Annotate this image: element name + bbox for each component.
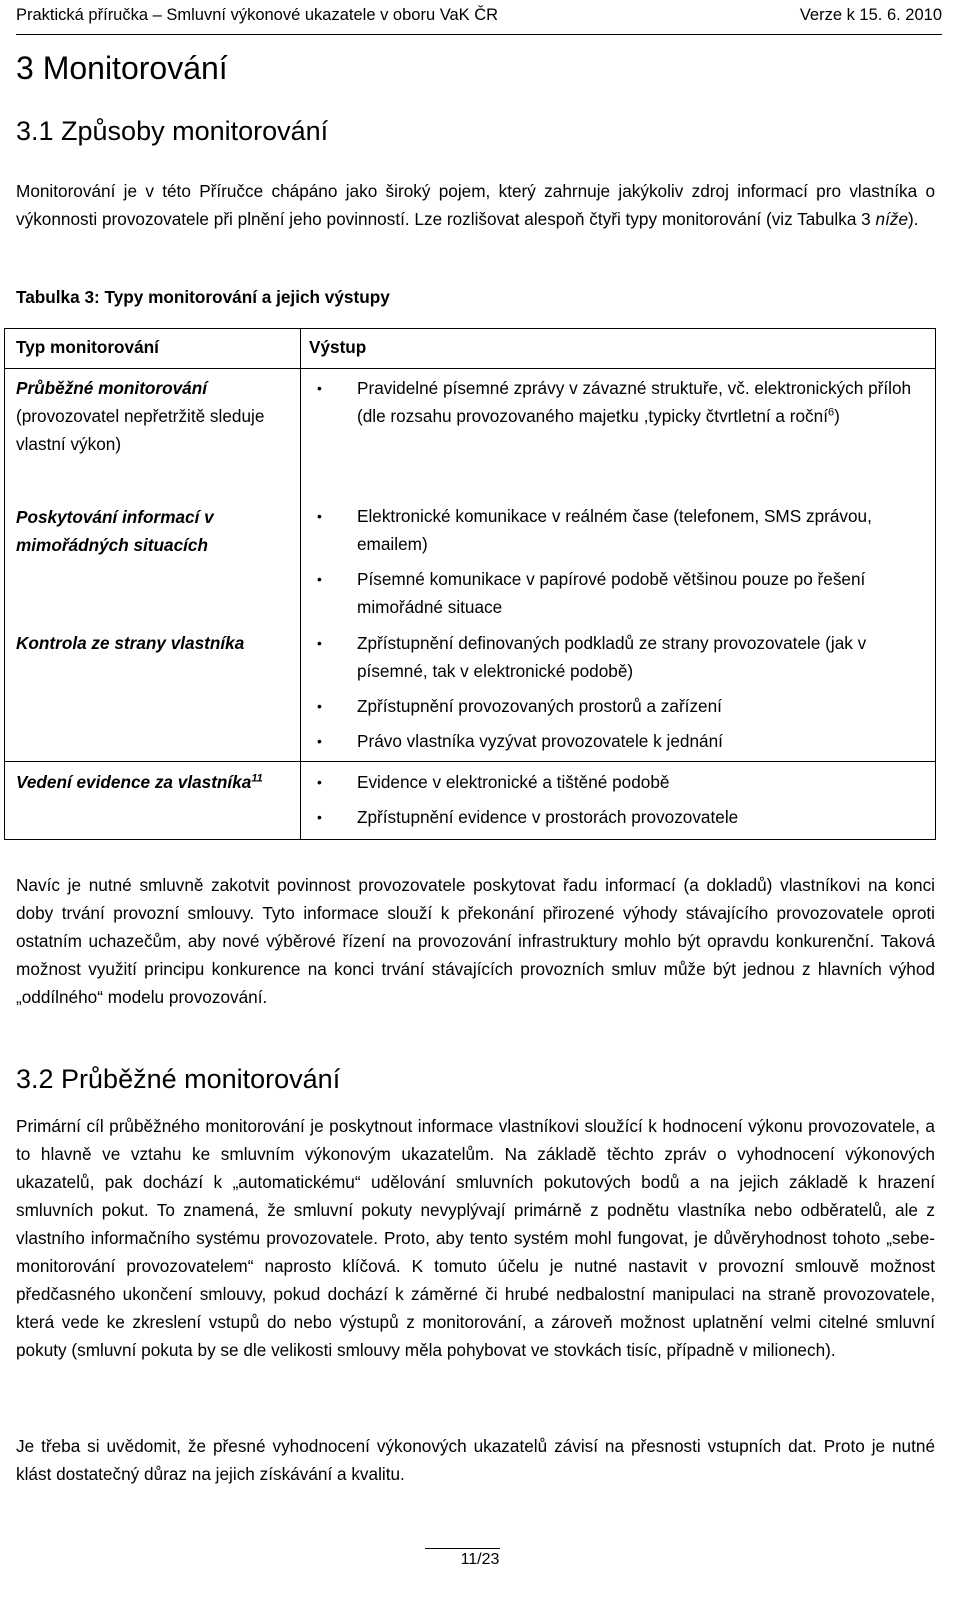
- control-title: Kontrola ze strany vlastníka: [16, 632, 245, 653]
- table-header-output: Výstup: [301, 329, 936, 369]
- header-title: Praktická příručka – Smluvní výkonové ukazatele v oboru VaK ČR: [16, 6, 499, 24]
- table-row-emergency-output: [301, 492, 936, 622]
- list-item: • Právo vlastníka vyzývat provozovatele k jednání: [309, 727, 935, 755]
- chapter-heading: 3 Monitorování: [16, 50, 228, 86]
- list-item: • Elektronické komunikace v reálném čase (telefonem, SMS zprávou, emailem): [309, 502, 935, 558]
- intro-end: ).: [908, 209, 919, 229]
- intro-text: Monitorování je v této Příručce chápáno jako široký pojem, který zahrnuje jakýkoliv zdroj informací pro vlastníka o výkonnosti provozovatele při plnění jeho povinností. Lze rozlišovat alespoň čtyři typy monitorování (viz Tabulka 3: [16, 181, 935, 229]
- section-heading-3-1: 3.1 Způsoby monitorování: [16, 116, 329, 146]
- table-row-records-output: [301, 762, 936, 840]
- ongoing-title: Průběžné monitorování: [16, 378, 207, 398]
- table-caption: Tabulka 3: Typy monitorování a jejich výstupy: [16, 287, 390, 307]
- header-version: Verze k 15. 6. 2010: [799, 6, 942, 24]
- table-header-type: Typ monitorování: [5, 329, 301, 369]
- list-item: • Zpřístupnění provozovaných prostorů a zařízení: [309, 692, 935, 720]
- table-row-ongoing-type: [5, 369, 301, 492]
- intro-italic: níže: [875, 209, 909, 229]
- section-heading-3-2: 3.2 Průběžné monitorování: [16, 1064, 341, 1094]
- records-title: Vedení evidence za vlastníka: [16, 772, 252, 792]
- table-row-emergency-type: [5, 492, 301, 622]
- list-item: • Evidence v elektronické a tištěné podobě: [309, 768, 935, 796]
- list-item: • Zpřístupnění definovaných podkladů ze strany provozovatele (jak v písemné, tak v elektronické podobě): [309, 629, 935, 685]
- table-row-control-output: [301, 622, 936, 762]
- table-row-control-type: [5, 622, 301, 762]
- page-header: [16, 0, 942, 35]
- paragraph-end-of-contract: Navíc je nutné smluvně zakotvit povinnost provozovatele poskytovat řadu informací (a dokladů) vlastníkovi na konci doby trvání provozní smlouvy. Tyto informace slouží k překonání přirozené výhody stávajícího provozovatele oproti ostatním uchazečům, aby nové výběrové řízení na provozování infrastruktury mohlo být opravdu konkurenční. Taková možnost využití principu konkurence na konci trvání stávajících provozních smluv může být jednou z hlavních výhod „oddílného“ modelu provozování.: [16, 875, 935, 1007]
- monitoring-types-table: [4, 328, 936, 840]
- ongoing-desc: (provozovatel nepřetržitě sleduje vlastní výkon): [16, 406, 265, 454]
- footnote-ref: 11: [251, 772, 263, 785]
- table-row-records-type: [5, 762, 301, 840]
- list-item: • Zpřístupnění evidence v prostorách provozovatele: [309, 803, 935, 831]
- page-number: 11/23: [460, 1551, 500, 1568]
- paragraph-ongoing-2: Je třeba si uvědomit, že přesné vyhodnocení výkonových ukazatelů závisí na přesnosti vstupních dat. Proto je nutné klást dostatečný důraz na jejich získávání a kvalitu.: [16, 1436, 935, 1484]
- emergency-title: Poskytování informací v mimořádných situacích: [16, 506, 214, 555]
- list-item: • Pravidelné písemné zprávy v závazné struktuře, vč. elektronických příloh (dle rozsahu provozovaného majetku ,typicky čtvrtletní a roční$^6$): [309, 374, 935, 430]
- table-row-ongoing-output: [301, 369, 936, 492]
- paragraph-ongoing-1: Primární cíl průběžného monitorování je poskytnout informace vlastníkovi sloužící k hodnocení výkonu provozovatele, a to hlavně ve vztahu ke smluvním výkonovým ukazatelům. Na základě těchto zpráv o vyhodnocení výkonových ukazatelů, pak dochází k „automatickému“ udělování smluvních pokutových bodů a na jejich základě k hrazení smluvních pokut. To znamená, že smluvní pokuty nevyplývají primárně z podnětu vlastníka nebo odběratelů, ale z vlastního informačního systému provozovatele. Proto, aby tento systém mohl fungovat, je důvěryhodnost tohoto „sebe-monitorování provozovatelem“ naprosto klíčová. K tomuto účelu je nutné nastavit v provozní smlouvě možnost předčasného ukončení smlouvy, pokud dochází k záměrné či hrubé nedbalostní manipulaci na straně provozovatele, která vede ke zkreslení vstupů do nebo výstupů z monitorování, a zároveň možnost uplatnění velmi citelné smluvní pokuty (smluvní pokuta by se dle velikosti smlouvy měla pohybovat ve stovkách tisíc, případně v milionech).: [16, 1116, 935, 1360]
- list-item: • Písemné komunikace v papírové podobě většinou pouze po řešení mimořádné situace: [309, 565, 935, 621]
- footer-divider: [425, 1548, 500, 1549]
- paragraph-intro: [16, 177, 935, 233]
